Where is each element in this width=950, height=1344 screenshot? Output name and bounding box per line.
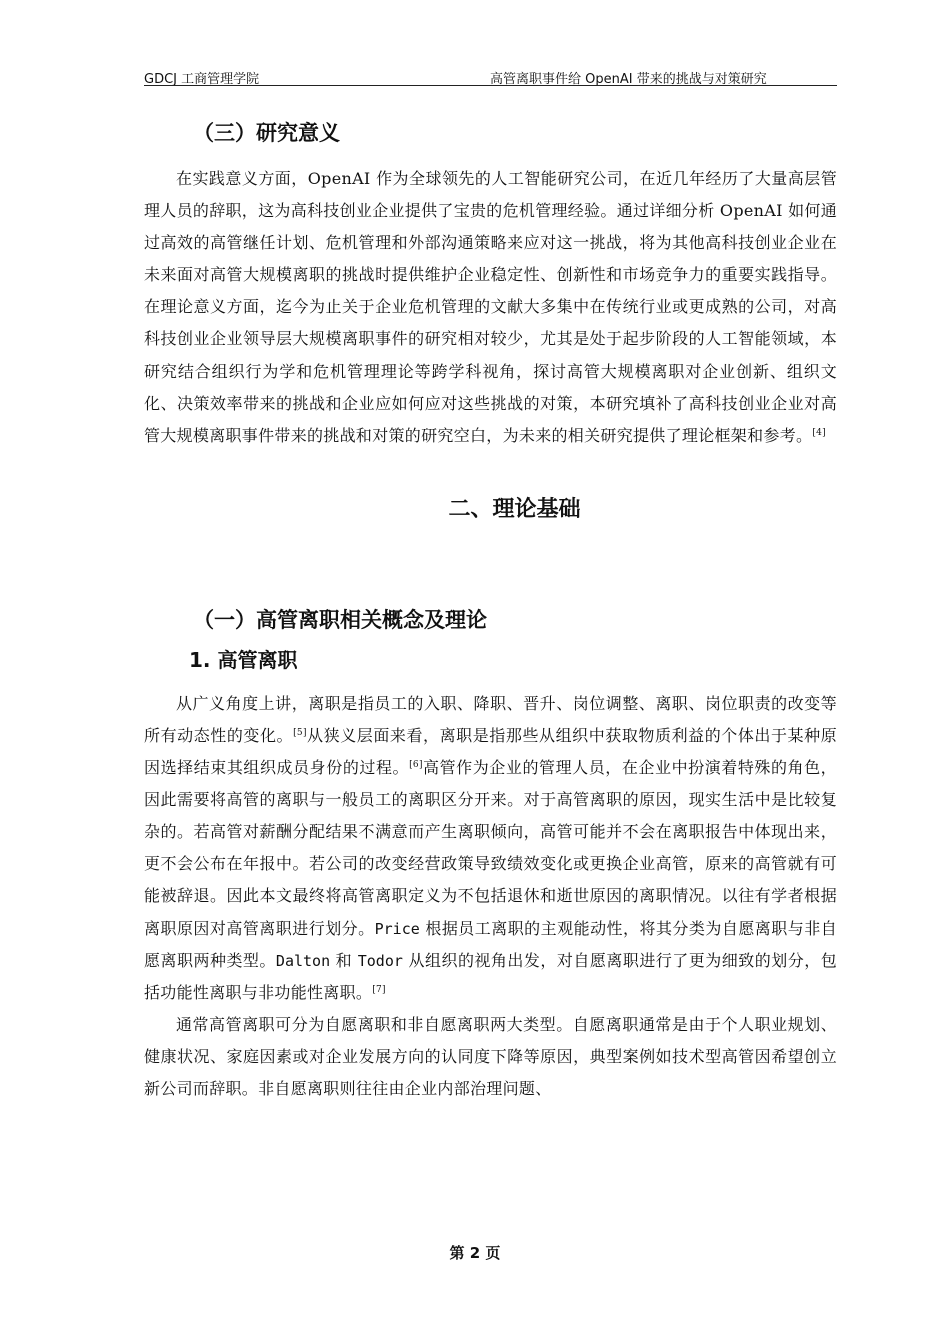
section-research-significance-title: （三）研究意义 (193, 121, 340, 145)
text-segment: 高管作为企业的管理人员，在企业中扮演着特殊的角色，因此需要将高管的离职与一般员工的离职区分开来。对于高管离职的原因，现实生活中是比较复杂的。若高管对薪酬分配结果不满意而产生离职倾向，高管可能并不会在离职报告中体现出来，更不会公布在年报中。若公司的改变经营政策导致绩效变化或更换企业高管，原来的高管就有可能被辞退。因此本文最终将高管离职定义为不包括退休和逝世原因的离职情况。以往有学者根据离职原因对高管离职进行划分。 (144, 758, 837, 938)
author-todor: Todor (357, 951, 403, 970)
header-school: GDCJ 工商管理学院 (144, 72, 260, 87)
author-price: Price (374, 919, 420, 938)
executive-turnover-paragraph (144, 688, 837, 1009)
text-segment: 根据员工离职的主观能动性，将其分类为自愿离职与非自愿离职两种类型。 (144, 918, 837, 970)
author-dalton: Dalton (275, 951, 331, 970)
page-number: 第 2 页 (449, 1244, 501, 1262)
text-segment: 从狭义层面来看，离职是指那些从组织中获取物质利益的个体出于某种原因选择结束其组织成员身份的过程。 (144, 725, 837, 778)
research-significance-paragraph (144, 163, 837, 452)
citation-5: [5] (293, 727, 307, 738)
turnover-types-paragraph: 通常高管离职可分为自愿离职和非自愿离职两大类型。自愿离职通常是由于个人职业规划、健康状况、家庭因素或对企业发展方向的认同度下降等原因，典型案例如技术型高管因希望创立新公司而辞职。非自愿离职则往往由企业内部治理问题、 (144, 1014, 837, 1098)
section-concepts-title: （一）高管离职相关概念及理论 (193, 607, 487, 632)
page-body (144, 113, 837, 1105)
text-segment: 从广义角度上讲，离职是指员工的入职、降职、晋升、岗位调整、离职、岗位职责的改变等所有动态性的变化。 (144, 693, 837, 745)
research-significance-text: 在实践意义方面，OpenAI 作为全球领先的人工智能研究公司，在近几年经历了大量高层管理人员的辞职，这为高科技创业企业提供了宝贵的危机管理经验。通过详细分析 OpenAI 如何通过高效的高管继任计划、危机管理和外部沟通策略来应对这一挑战，将为其他高科技创业企业在未来面对高管大规模离职的挑战时提供维护企业稳定性、创新性和市场竞争力的重要实践指导。在理论意义方面，迄今为止关于企业危机管理的文献大多集中在传统行业或更成熟的公司，对高科技创业企业领导层大规模离职事件的研究相对较少，尤其是处于起步阶段的人工智能领域，本研究结合组织行为学和危机管理理论等跨学科视角，探讨高管大规模离职对企业创新、组织文化、决策效率带来的挑战和企业应如何应对这些挑战的对策，本研究填补了高科技创业企业对高管大规模离职事件带来的挑战和对策的研究空白，为未来的相关研究提供了理论框架和参考。 (144, 169, 837, 445)
subsection-executive-turnover-title: 1. 高管离职 (189, 647, 298, 672)
citation-4: [4] (812, 427, 826, 438)
text-segment: 和 (330, 950, 358, 970)
citation-6: [6] (409, 760, 423, 771)
header-title: 高管离职事件给 OpenAI 带来的挑战与对策研究 (490, 72, 767, 87)
text-segment: 从组织的视角出发，对自愿离职进行了更为细致的划分，包括功能性离职与非功能性离职。 (144, 950, 838, 1002)
chapter-theory-title: 二、理论基础 (448, 496, 581, 522)
citation-7: [7] (372, 984, 386, 995)
header-divider (144, 85, 837, 86)
